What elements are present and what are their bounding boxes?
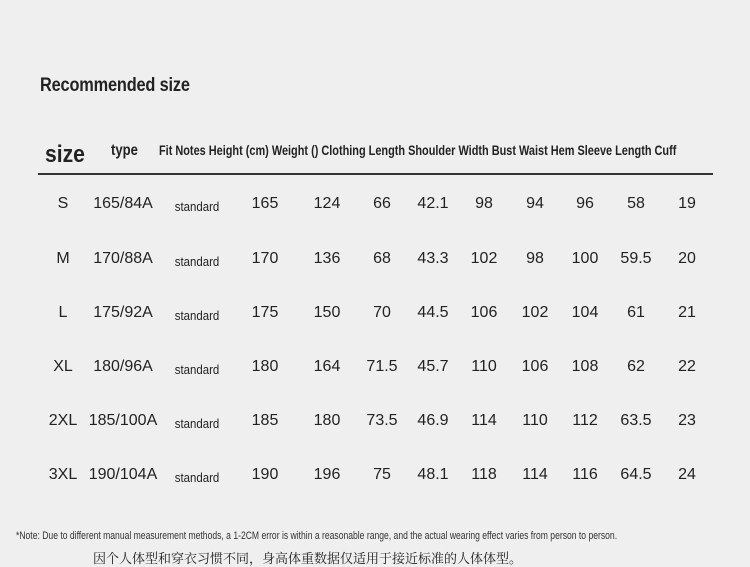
table-row (0, 195, 750, 225)
cell-hem: 112 (572, 412, 598, 429)
cell-type: 185/100A (88, 412, 158, 429)
cell-size: XL (53, 358, 73, 375)
cell-length: 73.5 (366, 412, 398, 429)
cell-shoulder: 46.9 (417, 412, 449, 429)
cell-height: 180 (251, 358, 279, 375)
cell-size: S (57, 195, 69, 212)
cell-hem: 96 (576, 195, 594, 212)
cell-height: 170 (251, 250, 279, 267)
cell-weight: 196 (313, 466, 341, 483)
cell-length: 75 (373, 466, 391, 483)
cell-hem: 116 (572, 466, 598, 483)
cell-weight: 124 (313, 195, 341, 212)
cell-shoulder: 45.7 (417, 358, 449, 375)
cell-fit: standard (174, 199, 220, 214)
cell-bust: 118 (471, 466, 497, 483)
cell-shoulder: 44.5 (417, 304, 449, 321)
cell-type: 190/104A (88, 466, 158, 483)
cell-fit: standard (174, 308, 220, 323)
cell-height: 175 (251, 304, 279, 321)
table-header (0, 0, 750, 180)
cell-type: 175/92A (93, 304, 153, 321)
cell-hem: 100 (571, 250, 599, 267)
cell-type: 170/88A (93, 250, 153, 267)
cell-type: 165/84A (93, 195, 153, 212)
cell-bust: 114 (471, 412, 497, 429)
cell-sleeve: 62 (627, 358, 645, 375)
cell-shoulder: 43.3 (417, 250, 449, 267)
cell-waist: 110 (522, 412, 548, 429)
cell-cuff: 20 (678, 250, 696, 267)
cell-length: 70 (373, 304, 391, 321)
cell-size: 3XL (48, 466, 78, 483)
cell-hem: 104 (571, 304, 599, 321)
cell-bust: 98 (475, 195, 493, 212)
body-type-note: 因个人体型和穿衣习惯不同，身高体重数据仅适用于接近标准的人体体型。 (93, 551, 523, 566)
cell-weight: 164 (313, 358, 341, 375)
cell-height: 190 (251, 466, 279, 483)
cell-fit: standard (174, 416, 220, 431)
table-row (0, 412, 750, 442)
table-row (0, 304, 750, 334)
cell-length: 66 (373, 195, 391, 212)
cell-cuff: 22 (678, 358, 696, 375)
cell-sleeve: 64.5 (620, 466, 652, 483)
header-size: size (45, 141, 85, 168)
cell-waist: 94 (526, 195, 544, 212)
table-row (0, 250, 750, 280)
cell-bust: 102 (470, 250, 498, 267)
table-row (0, 466, 750, 496)
cell-shoulder: 48.1 (417, 466, 449, 483)
cell-length: 71.5 (366, 358, 398, 375)
cell-sleeve: 63.5 (620, 412, 652, 429)
header-divider (38, 173, 713, 175)
cell-hem: 108 (571, 358, 599, 375)
cell-fit: standard (174, 362, 220, 377)
cell-height: 165 (251, 195, 279, 212)
cell-type: 180/96A (93, 358, 153, 375)
cell-sleeve: 59.5 (620, 250, 652, 267)
cell-waist: 106 (521, 358, 549, 375)
cell-waist: 102 (521, 304, 549, 321)
cell-fit: standard (174, 254, 220, 269)
header-type: type (111, 142, 138, 159)
cell-weight: 180 (313, 412, 341, 429)
header-columns: Fit Notes Height (cm) Weight () Clothing Length Shoulder Width Bust Waist Hem Sleeve Length Cuff (159, 142, 677, 158)
cell-cuff: 21 (678, 304, 696, 321)
cell-sleeve: 61 (627, 304, 645, 321)
cell-bust: 106 (470, 304, 498, 321)
cell-bust: 110 (471, 358, 497, 375)
cell-sleeve: 58 (627, 195, 645, 212)
cell-length: 68 (373, 250, 391, 267)
cell-height: 185 (251, 412, 279, 429)
page-title: Recommended size (40, 75, 190, 96)
cell-size: M (56, 250, 70, 267)
table-row (0, 358, 750, 388)
cell-cuff: 23 (678, 412, 696, 429)
cell-waist: 98 (526, 250, 544, 267)
cell-cuff: 24 (678, 466, 696, 483)
cell-cuff: 19 (678, 195, 696, 212)
cell-fit: standard (174, 470, 220, 485)
cell-weight: 136 (313, 250, 341, 267)
cell-shoulder: 42.1 (417, 195, 449, 212)
cell-size: 2XL (48, 412, 78, 429)
cell-size: L (58, 304, 68, 321)
measurement-note: *Note: Due to different manual measurement methods, a 1-2CM error is within a reasonable range, and the actual wearing effect varies from person to person. (16, 530, 618, 542)
cell-weight: 150 (313, 304, 341, 321)
cell-waist: 114 (522, 466, 548, 483)
